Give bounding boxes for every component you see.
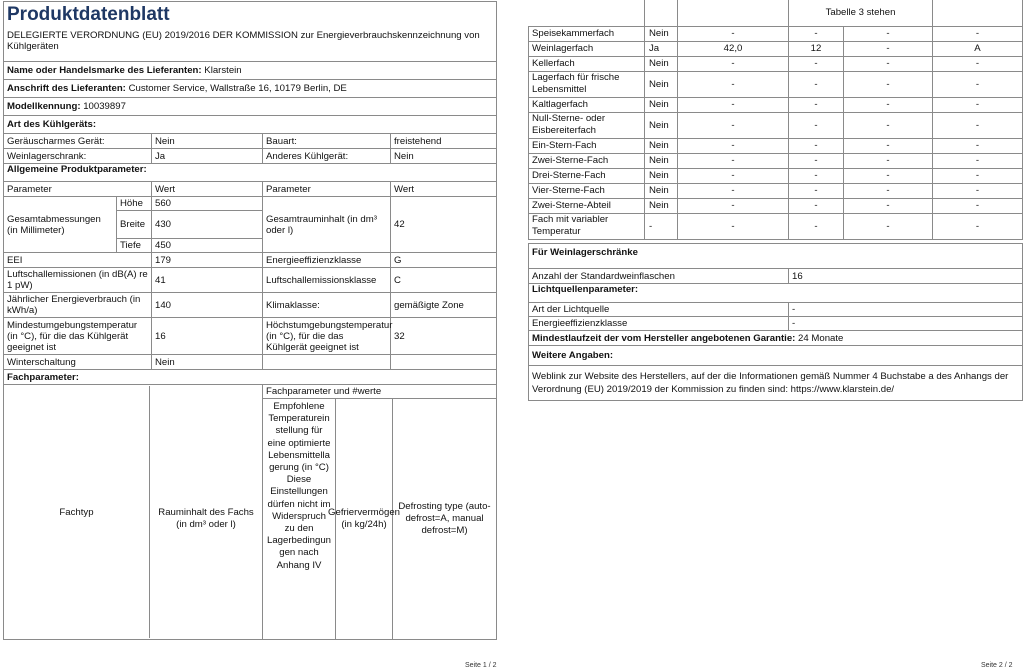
temp-col-label: Empfohlene Temperatureinstellung für eine optimierte Lebensmittellagerung (in °C) Diese Einstellungen dürfen nicht im Widerspruch zu den Lagerbedingungen nach Anhang IV (263, 399, 336, 639)
consumption-value: 140 (152, 293, 263, 318)
compartment-defrost: - (933, 112, 1023, 138)
gefrier-col-label: Gefriervermögen (in kg/24h) (336, 399, 393, 639)
low-noise-label: Geräuscharmes Gerät: (4, 134, 152, 149)
design-label: Bauart: (263, 134, 391, 149)
volume-value: 42 (391, 197, 497, 253)
noise-class-value: C (391, 268, 497, 293)
min-temp-label: Mindestumgebungstemperatur (in °C), für die das Kühlgerät geeignet ist (4, 318, 152, 355)
compartment-name: Ein-Stern-Fach (529, 138, 645, 153)
page-1 (0, 0, 500, 672)
volume-label: Gesamtrauminhalt (in dm³ oder l) (263, 197, 391, 253)
param-col-header-2: Parameter (263, 182, 391, 197)
compartment-temp: - (789, 112, 844, 138)
compartment-freeze: - (844, 112, 933, 138)
climate-value: gemäßigte Zone (391, 293, 497, 318)
compartment-freeze: - (844, 71, 933, 97)
compartment-temp: - (789, 71, 844, 97)
noise-label: Luftschallemissionen (in dB(A) re 1 pW) (4, 268, 152, 293)
compartment-present: Nein (645, 112, 678, 138)
compartment-row (529, 97, 1023, 112)
compartment-present: Nein (645, 56, 678, 71)
compartment-temp: - (789, 168, 844, 183)
compartment-name: Weinlagerfach (529, 41, 645, 56)
compartment-defrost: - (933, 213, 1023, 239)
compartment-temp: - (789, 153, 844, 168)
compartment-temp: - (789, 213, 844, 239)
compartment-volume: - (678, 71, 789, 97)
compartment-row (529, 168, 1023, 183)
compartment-temp: - (789, 138, 844, 153)
regulation-text: DELEGIERTE VERORDNUNG (EU) 2019/2016 DER KOMMISSION zur Energieverbrauchskennzeichnung von Kühlgeräten (4, 30, 497, 62)
compartment-name: Fach mit variabler Temperatur (529, 213, 645, 239)
compartment-freeze: - (844, 56, 933, 71)
energy-class-value: G (391, 253, 497, 268)
depth-label: Tiefe (117, 239, 152, 253)
compartment-row (529, 26, 1023, 41)
fach-and-values: Fachparameter und #werte (263, 385, 497, 399)
compartment-present: Nein (645, 26, 678, 41)
compartment-row (529, 41, 1023, 56)
climate-label: Klimaklasse: (263, 293, 391, 318)
compartment-freeze: - (844, 168, 933, 183)
compartment-name: Null-Sterne- oder Eisbereiterfach (529, 112, 645, 138)
winter-empty-1 (263, 355, 391, 370)
compartment-temp: - (789, 56, 844, 71)
compartment-freeze: - (844, 183, 933, 198)
fach-columns (263, 399, 497, 640)
fachtyp-header (4, 385, 263, 640)
winter-value: Nein (152, 355, 263, 370)
bottles-value: 16 (789, 269, 1023, 284)
width-label: Breite (117, 211, 152, 239)
fach-header: Fachparameter: (4, 370, 497, 385)
compartment-defrost: - (933, 138, 1023, 153)
other-value: Nein (391, 149, 497, 164)
other-label: Anderes Kühlgerät: (263, 149, 391, 164)
light-type-label: Art der Lichtquelle (529, 303, 789, 317)
warranty-row: Mindestlaufzeit der vom Hersteller angebotenen Garantie: 24 Monate (529, 331, 1023, 346)
general-header: Allgemeine Produktparameter: (4, 164, 497, 182)
compartment-row (529, 198, 1023, 213)
compartment-freeze: - (844, 153, 933, 168)
compartment-table (528, 0, 1023, 240)
model-row: Modellkennung: 10039897 (4, 98, 497, 116)
defrost-col-label: Defrosting type (auto-defrost=A, manual defrost=M) (398, 501, 491, 536)
compartment-freeze: - (844, 213, 933, 239)
compartment-present: Nein (645, 198, 678, 213)
compartment-temp: - (789, 183, 844, 198)
winter-empty-2 (391, 355, 497, 370)
compartment-present: Nein (645, 153, 678, 168)
top-note: Tabelle 3 stehen (789, 0, 933, 26)
compartment-freeze: - (844, 198, 933, 213)
rauminhalt-label: Rauminhalt des Fachs (in dm³ oder l) (158, 507, 254, 530)
depth-value: 450 (152, 239, 263, 253)
compartment-present: Nein (645, 71, 678, 97)
compartment-temp: - (789, 198, 844, 213)
compartment-row (529, 183, 1023, 198)
compartment-row (529, 153, 1023, 168)
compartment-name: Zwei-Sterne-Abteil (529, 198, 645, 213)
compartment-volume: - (678, 97, 789, 112)
compartment-freeze: - (844, 138, 933, 153)
top-empty-3 (678, 0, 789, 26)
compartment-row (529, 213, 1023, 239)
compartment-name: Lagerfach für frische Lebensmittel (529, 71, 645, 97)
top-empty-4 (933, 0, 1023, 26)
compartment-defrost: - (933, 183, 1023, 198)
compartment-present: Nein (645, 97, 678, 112)
compartment-defrost: - (933, 168, 1023, 183)
design-value: freistehend (391, 134, 497, 149)
type-header: Art des Kühlgeräts: (4, 116, 497, 134)
compartment-volume: - (678, 56, 789, 71)
low-noise-value: Nein (152, 134, 263, 149)
wine-cabinet-label: Weinlagerschrank: (4, 149, 152, 164)
light-class-value: - (789, 317, 1023, 331)
compartment-row (529, 56, 1023, 71)
winter-label: Winterschaltung (4, 355, 152, 370)
light-class-label: Energieeffizienzklasse (529, 317, 789, 331)
compartment-present: Nein (645, 138, 678, 153)
page-number-2: Seite 2 / 2 (981, 662, 1013, 669)
value-col-header: Wert (152, 182, 263, 197)
wine-cabinet-value: Ja (152, 149, 263, 164)
compartment-name: Drei-Sterne-Fach (529, 168, 645, 183)
compartment-row (529, 138, 1023, 153)
compartment-freeze: - (844, 26, 933, 41)
height-value: 560 (152, 197, 263, 211)
compartment-volume: - (678, 198, 789, 213)
datasheet-table-page-1 (3, 1, 497, 640)
eei-label: EEI (4, 253, 152, 268)
light-type-value: - (789, 303, 1023, 317)
compartment-row (529, 112, 1023, 138)
compartment-volume: - (678, 213, 789, 239)
fachtyp-label: Fachtyp (4, 386, 150, 638)
top-empty-2 (645, 0, 678, 26)
eei-value: 179 (152, 253, 263, 268)
width-value: 430 (152, 211, 263, 239)
max-temp-label: Höchstumgebungstemperatur (in °C), für die das Kühlgerät geeignet ist (263, 318, 391, 355)
compartment-present: Nein (645, 168, 678, 183)
compartment-name: Kaltlagerfach (529, 97, 645, 112)
compartment-defrost: A (933, 41, 1023, 56)
page-title: Produktdatenblatt (4, 2, 497, 30)
compartment-volume: - (678, 112, 789, 138)
compartment-row (529, 71, 1023, 97)
address-row: Anschrift des Lieferanten: Customer Service, Wallstraße 16, 10179 Berlin, DE (4, 80, 497, 98)
bottles-label: Anzahl der Standardweinflaschen (529, 269, 789, 284)
compartment-present: - (645, 213, 678, 239)
compartment-temp: - (789, 97, 844, 112)
compartment-defrost: - (933, 97, 1023, 112)
compartment-defrost: - (933, 153, 1023, 168)
more-header: Weitere Angaben: (529, 346, 1023, 366)
min-temp-value: 16 (152, 318, 263, 355)
compartment-freeze: - (844, 41, 933, 56)
noise-value: 41 (152, 268, 263, 293)
compartment-volume: - (678, 26, 789, 41)
compartment-present: Ja (645, 41, 678, 56)
light-header: Lichtquellenparameter: (529, 284, 1023, 303)
compartment-volume: - (678, 153, 789, 168)
weblink-text: Weblink zur Website des Herstellers, auf der die Informationen gemäß Nummer 4 Buchstabe a des Anhangs der Verordnung (EU) 2019/2019 der Kommission zu finden sind: https://www.klarstein.de/ (529, 366, 1023, 401)
compartment-freeze: - (844, 97, 933, 112)
compartment-defrost: - (933, 26, 1023, 41)
compartment-name: Vier-Sterne-Fach (529, 183, 645, 198)
supplier-row: Name oder Handelsmarke des Lieferanten: Klarstein (4, 62, 497, 80)
compartment-name: Speisekammerfach (529, 26, 645, 41)
max-temp-value: 32 (391, 318, 497, 355)
page-number-1: Seite 1 / 2 (465, 662, 497, 669)
compartment-defrost: - (933, 56, 1023, 71)
wine-table (528, 243, 1023, 401)
compartment-volume: - (678, 168, 789, 183)
compartment-defrost: - (933, 198, 1023, 213)
compartment-name: Zwei-Sterne-Fach (529, 153, 645, 168)
compartment-name: Kellerfach (529, 56, 645, 71)
wine-spacer (529, 261, 1023, 269)
compartment-defrost: - (933, 71, 1023, 97)
dims-label: Gesamtabmessungen (in Millimeter) (4, 197, 117, 253)
height-label: Höhe (117, 197, 152, 211)
top-empty-1 (529, 0, 645, 26)
energy-class-label: Energieeffizienzklasse (263, 253, 391, 268)
compartment-temp: - (789, 26, 844, 41)
page-2 (527, 0, 1024, 672)
compartment-present: Nein (645, 183, 678, 198)
value-col-header-2: Wert (391, 182, 497, 197)
consumption-label: Jährlicher Energieverbrauch (in kWh/a) (4, 293, 152, 318)
compartment-volume: - (678, 138, 789, 153)
compartment-volume: - (678, 183, 789, 198)
param-col-header: Parameter (4, 182, 152, 197)
compartment-temp: 12 (789, 41, 844, 56)
noise-class-label: Luftschallemissionsklasse (263, 268, 391, 293)
compartment-volume: 42,0 (678, 41, 789, 56)
wine-header: Für Weinlagerschränke (529, 244, 1023, 261)
